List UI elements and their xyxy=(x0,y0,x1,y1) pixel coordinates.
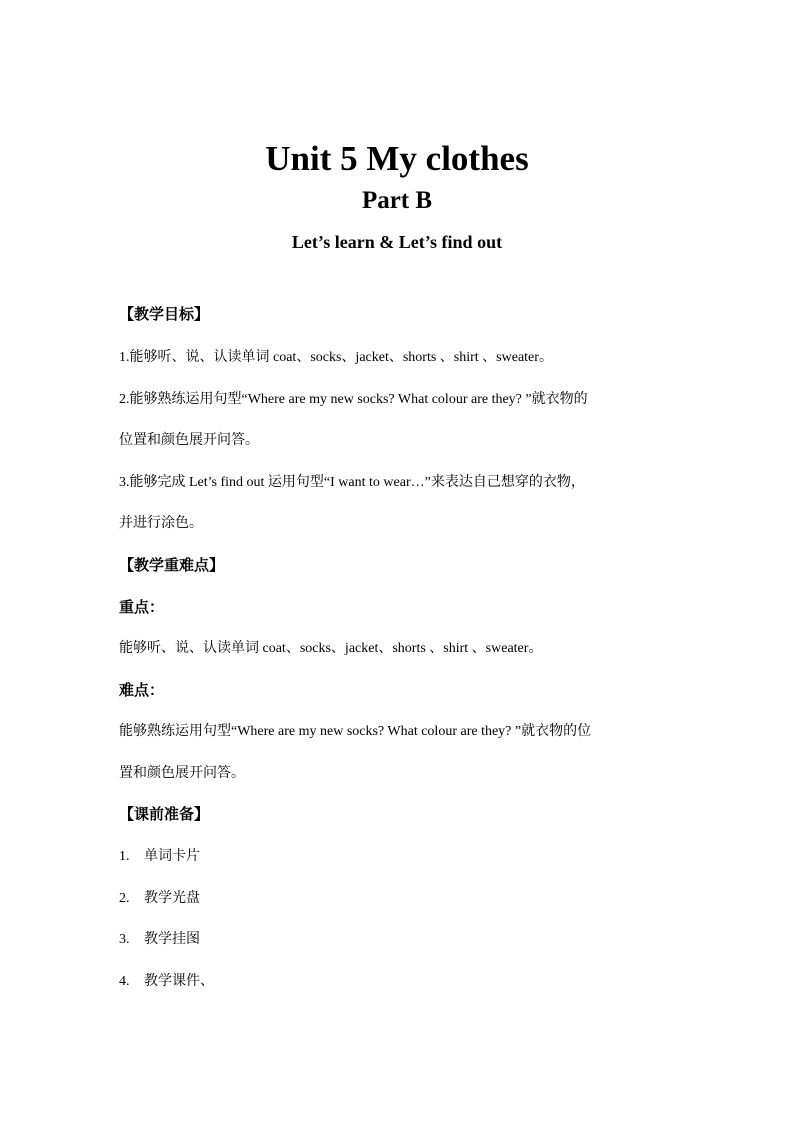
preparation-item-text: 教学课件、 xyxy=(144,974,214,989)
preparation-item-number: 3. xyxy=(119,932,130,947)
objective-item-3-line-1: 3.能够完成 Let’s find out 运用句型“I want to wear…”来表达自己想穿的衣物， xyxy=(119,475,585,490)
page-title: Unit 5 My clothes xyxy=(265,139,529,178)
objective-item-2-line-2: 位置和颜色展开问答。 xyxy=(119,433,259,448)
focus-text: 能够听、说、认读单词 coat、socks、jacket、shorts 、shirt 、sweater。 xyxy=(119,641,543,656)
preparation-item xyxy=(119,888,679,910)
preparation-item-text: 单词卡片 xyxy=(144,849,200,864)
objective-item-3-line-2: 并进行涂色。 xyxy=(119,516,203,531)
preparation-item xyxy=(119,929,679,951)
focus-label: 重点： xyxy=(119,600,165,616)
preparation-heading: 【课前准备】 xyxy=(119,807,210,823)
difficulty-text-line-2: 置和颜色展开问答。 xyxy=(119,766,245,781)
preparation-item-number: 2. xyxy=(119,891,130,906)
preparation-item-number: 4. xyxy=(119,974,130,989)
preparation-item xyxy=(119,846,679,868)
preparation-item-number: 1. xyxy=(119,849,130,864)
difficulty-text-line-1: 能够熟练运用句型“Where are my new socks? What colour are they? ”就衣物的位 xyxy=(119,724,592,739)
page-subtitle: Part B xyxy=(361,187,433,214)
lesson-subtitle: Let’s learn & Let’s find out xyxy=(291,232,503,252)
preparation-item xyxy=(119,971,679,993)
objective-item-1: 1.能够听、说、认读单词 coat、socks、jacket、shorts 、shirt 、sweater。 xyxy=(119,350,553,365)
objective-item-2-line-1: 2.能够熟练运用句型“Where are my new socks? What colour are they? ”就衣物的 xyxy=(119,392,588,407)
preparation-item-text: 教学挂图 xyxy=(144,932,200,947)
preparation-item-text: 教学光盘 xyxy=(144,891,200,906)
difficulty-label: 难点： xyxy=(119,683,165,699)
objectives-heading: 【教学目标】 xyxy=(119,307,210,323)
key-points-heading: 【教学重难点】 xyxy=(119,558,225,574)
